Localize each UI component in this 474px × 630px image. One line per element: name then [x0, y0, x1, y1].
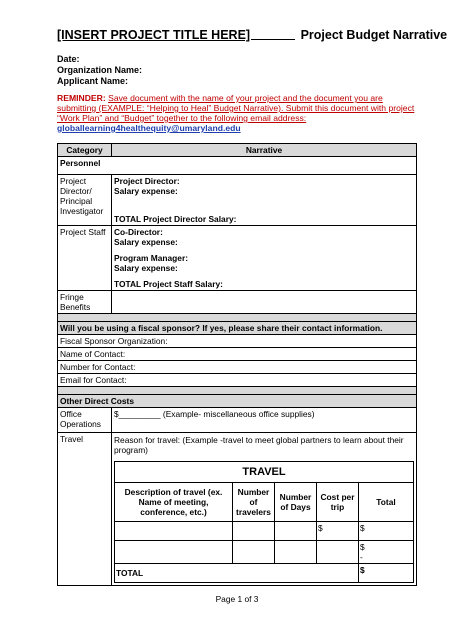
applicant-name-label: Applicant Name: [57, 76, 129, 86]
title-suffix: Project Budget Narrative [300, 28, 448, 42]
title-underline [251, 39, 295, 40]
fringe-benefits-cell[interactable] [112, 291, 417, 314]
submission-email-link[interactable]: globallearning4healthequity@umaryland.edu [57, 123, 241, 133]
office-operations-category: Office Operations [58, 408, 112, 433]
travel-row-1-travelers[interactable] [233, 522, 275, 541]
travel-cell [112, 433, 417, 586]
personnel-section: Personnel [58, 157, 417, 175]
fringe-benefits-category: Fringe Benefits [58, 291, 112, 314]
meta-block [57, 54, 142, 87]
travel-table-title: TRAVEL [115, 462, 414, 483]
travel-row-2-cost[interactable] [317, 541, 359, 564]
co-director-salary-label: Salary expense: [114, 237, 178, 247]
category-header: Category [58, 144, 112, 157]
org-name-label: Organization Name: [57, 65, 143, 75]
travel-grand-total[interactable]: $ [359, 564, 414, 583]
travel-row-2-travelers[interactable] [233, 541, 275, 564]
travel-row-1-days[interactable] [275, 522, 317, 541]
reminder-text: Save document with the name of your project and the document you are submitting (EXAMPLE: “Helping to Heal” Budget Narrative). Submit this document with project “Work Plan” and “Budget” together to the following email address: [57, 93, 415, 123]
page-number: Page 1 of 3 [215, 594, 259, 604]
spacer-row [58, 387, 417, 395]
travel-travelers-header: Number of travelers [233, 483, 275, 522]
narrative-header: Narrative [112, 144, 417, 157]
staff-total-label: TOTAL Project Staff Salary: [114, 279, 223, 289]
fiscal-sponsor-question: Will you be using a fiscal sponsor? If yes, please share their contact information. [58, 322, 417, 335]
contact-name-field[interactable]: Name of Contact: [58, 348, 417, 361]
travel-cost-header: Cost per trip [317, 483, 359, 522]
travel-row-1-cost[interactable]: $ [317, 522, 359, 541]
reminder-block [57, 93, 419, 133]
project-director-cell[interactable] [112, 175, 417, 226]
program-manager-salary-label: Salary expense: [114, 263, 178, 273]
travel-reason[interactable]: Reason for travel: (Example -travel to meet global partners to learn about their program) [114, 435, 404, 455]
project-director-label: Project Director: [114, 176, 180, 186]
contact-email-field[interactable]: Email for Contact: [58, 374, 417, 387]
travel-description-header: Description of travel (ex. Name of meeting, conference, etc.) [115, 483, 233, 522]
program-manager-label: Program Manager: [114, 253, 188, 263]
travel-total-header: Total [359, 483, 414, 522]
project-staff-cell[interactable] [112, 226, 417, 291]
travel-row-2-description[interactable] [115, 541, 233, 564]
travel-total-label: TOTAL [115, 564, 359, 583]
spacer-row [58, 314, 417, 322]
project-title-placeholder: [INSERT PROJECT TITLE HERE] [57, 28, 251, 42]
pd-salary-label: Salary expense: [114, 186, 178, 196]
budget-table [57, 143, 417, 586]
date-label: Date: [57, 54, 80, 64]
travel-row-2-total[interactable]: $ - [359, 541, 414, 564]
travel-row-1-total[interactable]: $ [359, 522, 414, 541]
other-direct-costs-section: Other Direct Costs [58, 395, 417, 408]
travel-row-1-description[interactable] [115, 522, 233, 541]
project-staff-category: Project Staff [58, 226, 112, 291]
document-title [57, 28, 448, 42]
travel-table [114, 461, 414, 583]
office-operations-cell[interactable]: $_________ (Example- miscellaneous office supplies) [112, 408, 417, 433]
fiscal-sponsor-org-field[interactable]: Fiscal Sponsor Organization: [58, 335, 417, 348]
travel-category: Travel [58, 433, 112, 586]
co-director-label: Co-Director: [114, 227, 163, 237]
contact-number-field[interactable]: Number for Contact: [58, 361, 417, 374]
project-director-category: Project Director/ Principal Investigator [58, 175, 112, 226]
travel-days-header: Number of Days [275, 483, 317, 522]
reminder-label: REMINDER: [57, 93, 106, 103]
pd-total-label: TOTAL Project Director Salary: [114, 214, 237, 224]
travel-row-2-days[interactable] [275, 541, 317, 564]
